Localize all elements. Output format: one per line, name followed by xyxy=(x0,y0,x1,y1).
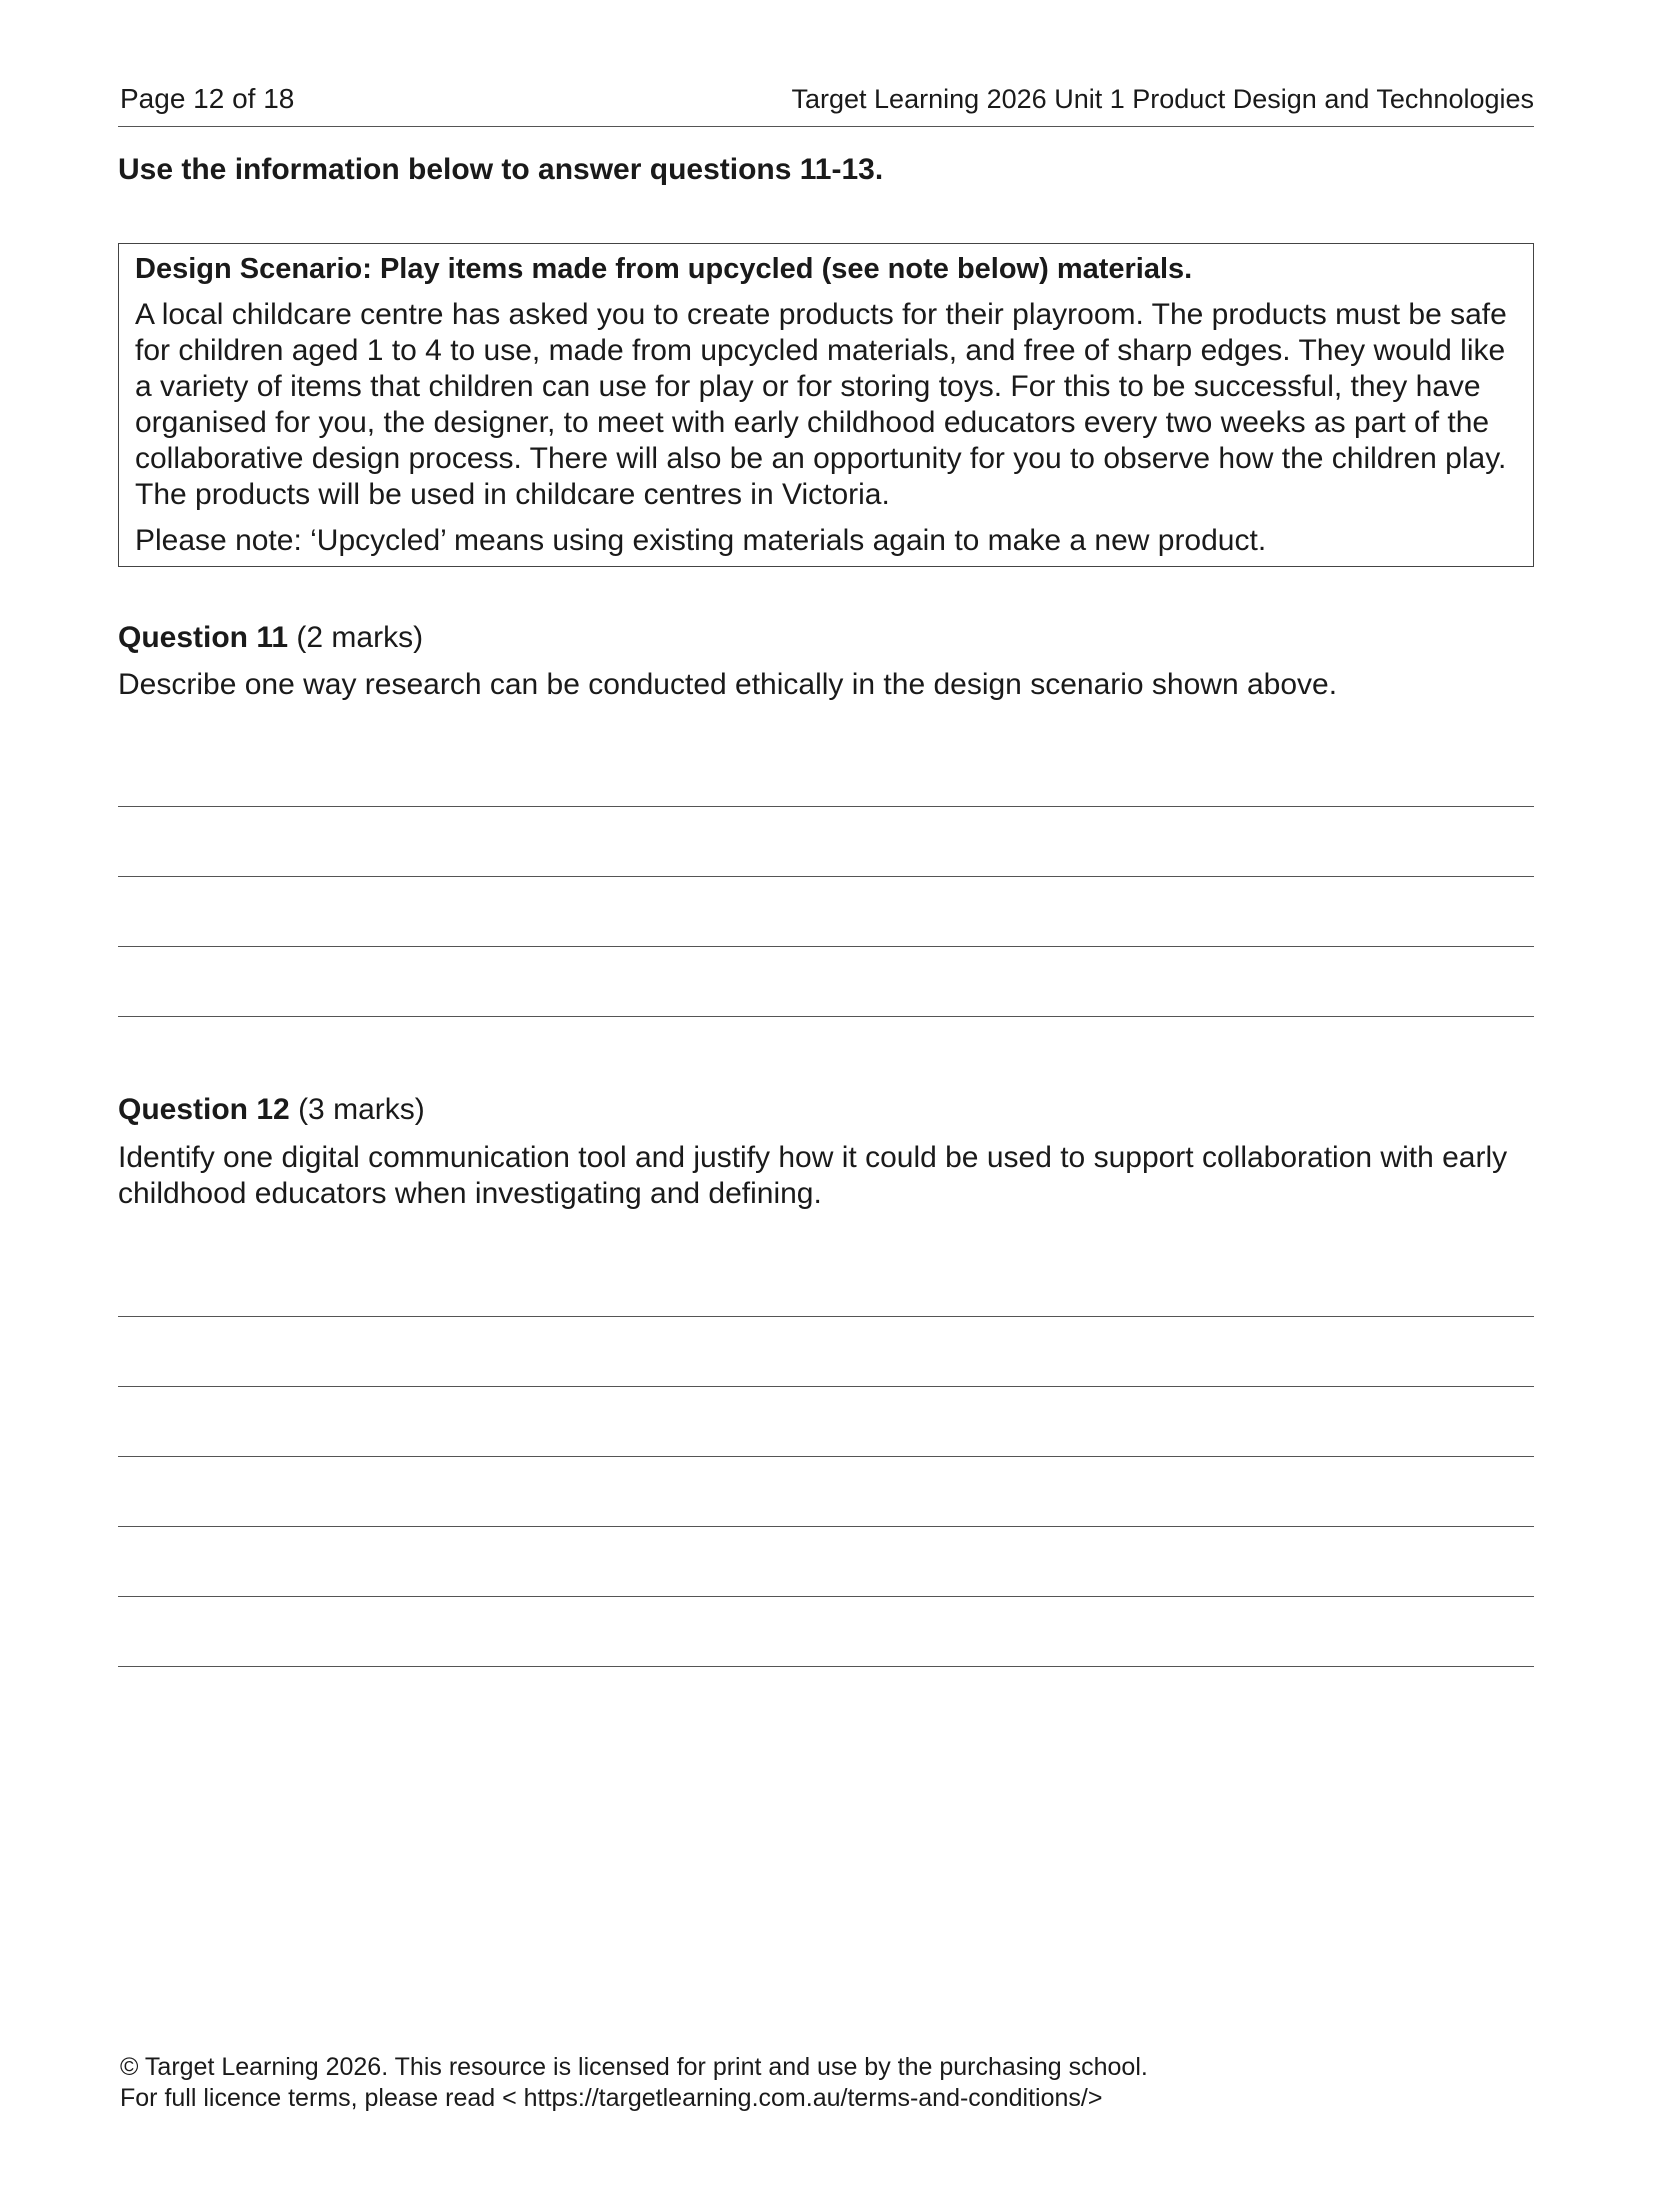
question-11-label: Question 11 xyxy=(118,621,289,654)
instruction-text: Use the information below to answer questions 11-13. xyxy=(118,153,884,186)
page-number: Page 12 of 18 xyxy=(120,83,295,114)
copyright-line: © Target Learning 2026. This resource is licensed for print and use by the purchasing school. xyxy=(120,2053,1148,2081)
answer-line[interactable] xyxy=(118,1386,1534,1387)
scenario-body: A local childcare centre has asked you to create products for their playroom. The products must be safe for children aged 1 to 4 to use, made from upcycled materials, and free of sharp edges. They would like a variety of items that children can use for play or for storing toys. For this to be successful, they have organised for you, the designer, to meet with early childhood educators every two weeks as part of the collaborative design process. There will also be an opportunity for you to observe how the children play. The products will be used in childcare centres in Victoria. xyxy=(135,298,1507,511)
answer-line[interactable] xyxy=(118,1596,1534,1597)
question-12-text: Identify one digital communication tool and justify how it could be used to support collaboration with early childhood educators when investigating and defining. xyxy=(118,1141,1508,1210)
answer-line[interactable] xyxy=(118,1526,1534,1527)
licence-terms-line: For full licence terms, please read < https://targetlearning.com.au/terms-and-conditions/> xyxy=(120,2084,1103,2112)
answer-line[interactable] xyxy=(118,1666,1534,1667)
answer-line[interactable] xyxy=(118,876,1534,877)
answer-line[interactable] xyxy=(118,946,1534,947)
question-11-heading xyxy=(118,620,423,656)
scenario-note: Please note: ‘Upcycled’ means using existing materials again to make a new product. xyxy=(135,524,1267,557)
question-11-marks: (2 marks) xyxy=(296,621,424,654)
scenario-title: Design Scenario: Play items made from upcycled (see note below) materials. xyxy=(135,253,1193,285)
page-footer xyxy=(120,2052,1148,2114)
question-12-label: Question 12 xyxy=(118,1093,290,1126)
running-title: Target Learning 2026 Unit 1 Product Design and Technologies xyxy=(791,84,1534,114)
answer-line[interactable] xyxy=(118,1316,1534,1317)
answer-line[interactable] xyxy=(118,806,1534,807)
question-11-text: Describe one way research can be conducted ethically in the design scenario shown above. xyxy=(118,668,1338,701)
question-12-heading xyxy=(118,1092,425,1128)
question-12-marks: (3 marks) xyxy=(298,1093,425,1126)
page-header xyxy=(118,80,1534,127)
design-scenario-box xyxy=(118,243,1534,567)
answer-line[interactable] xyxy=(118,1016,1534,1017)
answer-line[interactable] xyxy=(118,1456,1534,1457)
